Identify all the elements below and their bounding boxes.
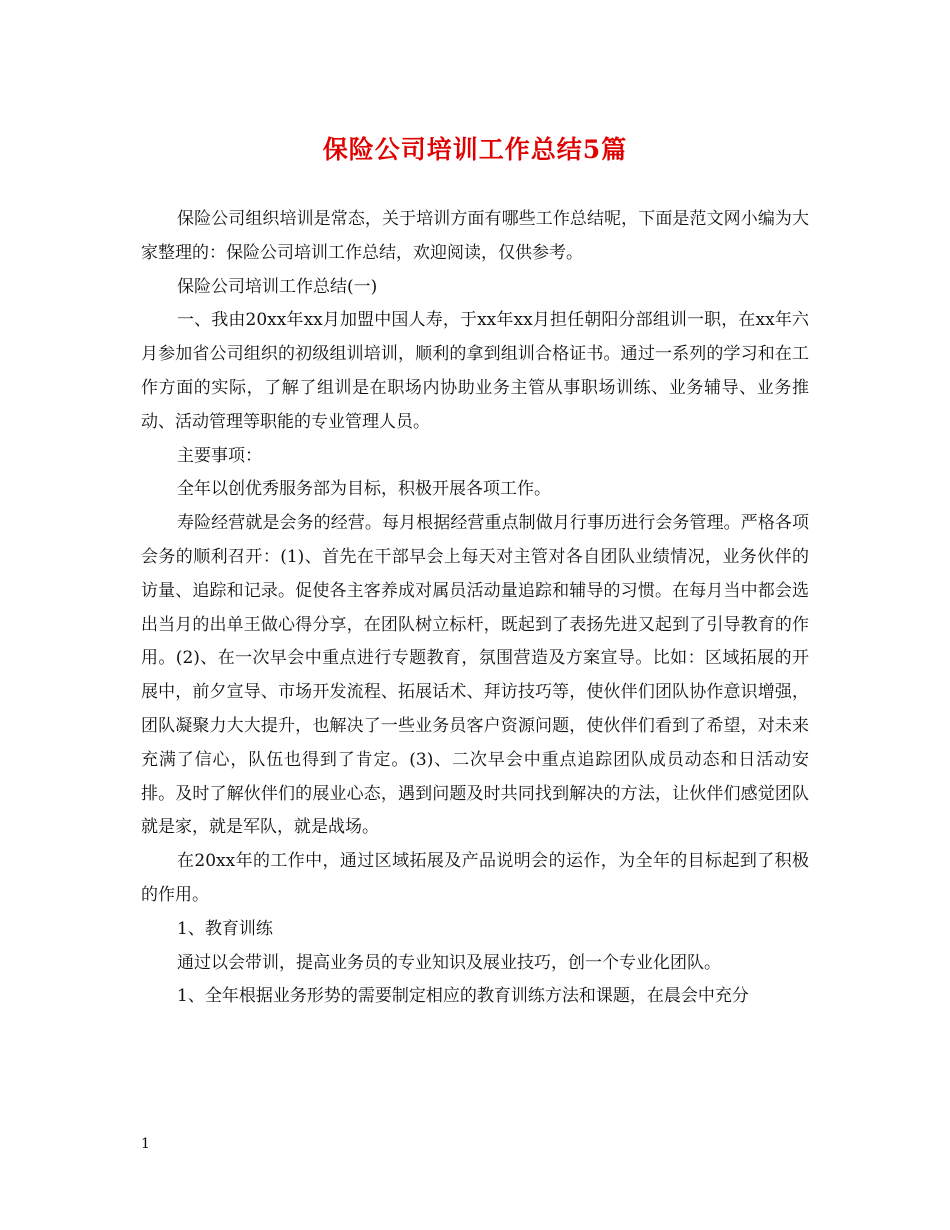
subheading: 1、教育训练 — [177, 918, 273, 939]
body-paragraph: 寿险经营就是会务的经营。每月根据经营重点制做月行事历进行会务管理。严格各项会务的顺利召开：(1)、首先在干部早会上每天对主管对各自团队业绩情况，业务伙伴的访量、追踪和记录。促使各主客养成对属员活动量追踪和辅导的习惯。在每月当中都会选出当月的出单王做心得分享，在团队树立标杆，既起到了表扬先进又起到了引导教育的作用。(2)、在一次早会中重点进行专题教育，氛围营造及方案宣导。比如：区域拓展的开展中，前夕宣导、市场开发流程、拓展话术、拜访技巧等，使伙伴们团队协作意识增强，团队凝聚力大大提升，也解决了一些业务员客户资源问题，使伙伴们看到了希望，对未来充满了信心，队伍也得到了肯定。(3)、二次早会中重点追踪团队成员动态和日活动安排。及时了解伙伴们的展业心态，遇到问题及时共同找到解决的方法，让伙伴们感觉团队就是家，就是军队，就是战场。 — [141, 513, 809, 838]
body-paragraph: 一、我由20xx年xx月加盟中国人寿，于xx年xx月担任朝阳分部组训一职，在xx年六月参加省公司组织的初级组训培训，顺利的拿到组训合格证书。通过一系列的学习和在工作方面的实际，了解了组训是在职场内协助业务主管从事职场训练、业务辅导、业务推动、活动管理等职能的专业管理人员。 — [141, 310, 809, 432]
section-heading: 保险公司培训工作总结(一) — [177, 276, 378, 297]
intro-paragraph: 保险公司组织培训是常态，关于培训方面有哪些工作总结呢，下面是范文网小编为大家整理的：保险公司培训工作总结，欢迎阅读，仅供参考。 — [141, 209, 809, 263]
document-body — [141, 203, 809, 1014]
subheading: 主要事项： — [177, 445, 262, 466]
body-paragraph: 在20xx年的工作中，通过区域拓展及产品说明会的运作，为全年的目标起到了积极的作用。 — [141, 851, 809, 905]
body-paragraph: 全年以创优秀服务部为目标，积极开展各项工作。 — [177, 479, 551, 500]
body-paragraph: 1、全年根据业务形势的需要制定相应的教育训练方法和课题，在晨会中充分 — [177, 986, 749, 1007]
document-title: 保险公司培训工作总结5篇 — [322, 135, 628, 164]
page-number: 1 — [141, 1136, 150, 1152]
body-paragraph: 通过以会带训，提高业务员的专业知识及展业技巧，创一个专业化团队。 — [177, 952, 721, 973]
